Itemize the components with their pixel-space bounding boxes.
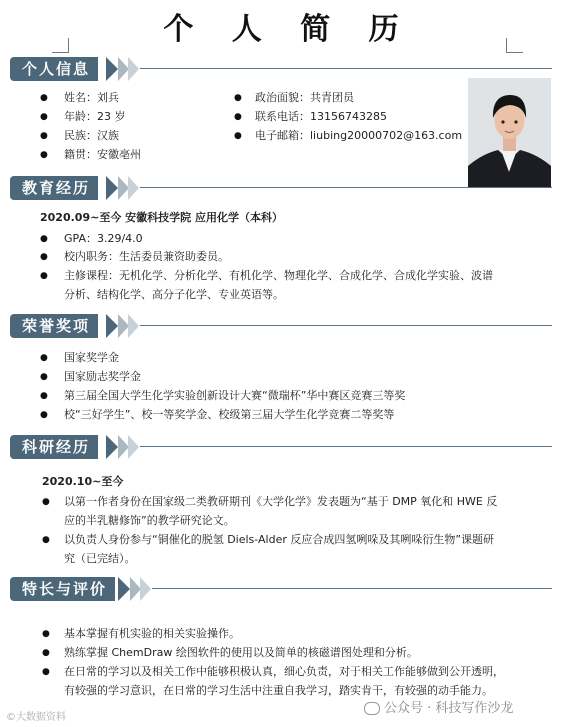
courses-line-1: 主修课程：无机化学、分析化学、有机化学、物理化学、合成化学、合成化学实验、波谱 <box>64 269 493 282</box>
honor-item: 校“三好学生”、校一等奖学金、校级第三届大学生化学竞赛二等奖等 <box>64 408 395 421</box>
name-field: 姓名：刘兵 <box>64 91 119 104</box>
chevron-icon <box>128 314 139 338</box>
bullet-icon: ● <box>42 667 50 677</box>
section-header-skills <box>10 577 552 601</box>
section-title: 特长与评价 <box>10 577 115 601</box>
gpa-field: GPA：3.29/4.0 <box>64 232 143 245</box>
section-rule <box>140 446 552 447</box>
chevron-icon <box>128 57 139 81</box>
ethnicity-field: 民族：汉族 <box>64 129 119 142</box>
chevron-icon <box>140 577 151 601</box>
watermark-left: ©大数据资料 <box>6 712 66 723</box>
bullet-icon: ● <box>234 131 242 141</box>
chevron-icon <box>106 314 118 338</box>
bullet-icon: ● <box>40 391 48 401</box>
bullet-icon: ● <box>40 234 48 244</box>
bullet-icon: ● <box>40 372 48 382</box>
bullet-icon: ● <box>40 131 48 141</box>
courses-line-2: 分析、结构化学、高分子化学、专业英语等。 <box>64 288 284 301</box>
chevron-icon <box>118 577 130 601</box>
chevron-icon <box>128 435 139 459</box>
section-rule <box>140 325 552 326</box>
phone-field: 联系电话：13156743285 <box>255 110 387 123</box>
section-rule <box>140 68 552 69</box>
education-header: 2020.09~至今 安徽科技学院 应用化学（本科） <box>40 211 283 224</box>
chevron-icon <box>106 176 118 200</box>
bullet-icon: ● <box>40 112 48 122</box>
bullet-icon: ● <box>42 648 50 658</box>
section-rule <box>140 187 552 188</box>
section-header-education <box>10 176 552 200</box>
watermark-right <box>364 697 513 716</box>
chevron-icon <box>106 57 118 81</box>
skill-item: 熟练掌握 ChemDraw 绘图软件的使用以及简单的核磁谱图处理和分析。 <box>64 646 418 659</box>
resume-title: 个 人 简 历 <box>163 12 413 47</box>
research-item-2-line-1: 以负责人身份参与“铜催化的脱氢 Diels-Alder 反应合成四氢咧哚及其咧哚衍生物”课题研 <box>64 533 495 546</box>
position-field: 校内职务：生活委员兼资助委员。 <box>64 250 229 263</box>
age-field: 年龄：23 岁 <box>64 110 126 123</box>
section-title: 教育经历 <box>10 176 98 200</box>
section-title: 荣誉奖项 <box>10 314 98 338</box>
bullet-icon: ● <box>40 150 48 160</box>
political-field: 政治面貌：共青团员 <box>255 91 354 104</box>
crop-mark-right <box>506 38 523 53</box>
chevron-icon <box>128 176 139 200</box>
skill-item: 基本掌握有机实验的相关实验操作。 <box>64 627 240 640</box>
wechat-icon <box>364 702 380 715</box>
bullet-icon: ● <box>40 252 48 262</box>
bullet-icon: ● <box>42 535 50 545</box>
section-title: 个人信息 <box>10 57 98 81</box>
bullet-icon: ● <box>234 93 242 103</box>
research-item-2-line-2: 究（已完结）。 <box>64 552 136 565</box>
honor-item: 国家励志奖学金 <box>64 370 141 383</box>
section-rule <box>152 588 552 589</box>
bullet-icon: ● <box>234 112 242 122</box>
watermark-text: 公众号 · 科技写作沙龙 <box>384 701 514 716</box>
skill-item-line-2: 有较强的学习意识，在日常的学习生活中注重自我学习，踏实肯干，有较强的动手能力。 <box>64 684 493 697</box>
section-header-research <box>10 435 552 459</box>
section-header-honors <box>10 314 552 338</box>
bullet-icon: ● <box>42 629 50 639</box>
skill-item-line-1: 在日常的学习以及相关工作中能够积极认真，细心负责，对于相关工作能够做到公开透明， <box>64 665 504 678</box>
honor-item: 第三届全国大学生化学实验创新设计大赛“微瑞杯”华中赛区竞赛三等奖 <box>64 389 406 402</box>
email-field: 电子邮箱：liubing20000702@163.com <box>255 129 463 142</box>
section-title: 科研经历 <box>10 435 98 459</box>
research-item-1-line-1: 以第一作者身份在国家级二类教研期刊《大学化学》发表题为“基于 DMP 氧化和 HWE 反 <box>64 495 498 508</box>
profile-photo <box>468 78 551 187</box>
bullet-icon: ● <box>40 353 48 363</box>
origin-field: 籍贯：安徽亳州 <box>64 148 141 161</box>
research-item-1-line-2: 应的半乳糖修饰”的教学研究论文。 <box>64 514 235 527</box>
bullet-icon: ● <box>42 497 50 507</box>
chevron-icon <box>106 435 118 459</box>
crop-mark-left <box>52 38 69 53</box>
honor-item: 国家奖学金 <box>64 351 119 364</box>
bullet-icon: ● <box>40 271 48 281</box>
bullet-icon: ● <box>40 410 48 420</box>
research-date: 2020.10~至今 <box>42 475 124 488</box>
bullet-icon: ● <box>40 93 48 103</box>
